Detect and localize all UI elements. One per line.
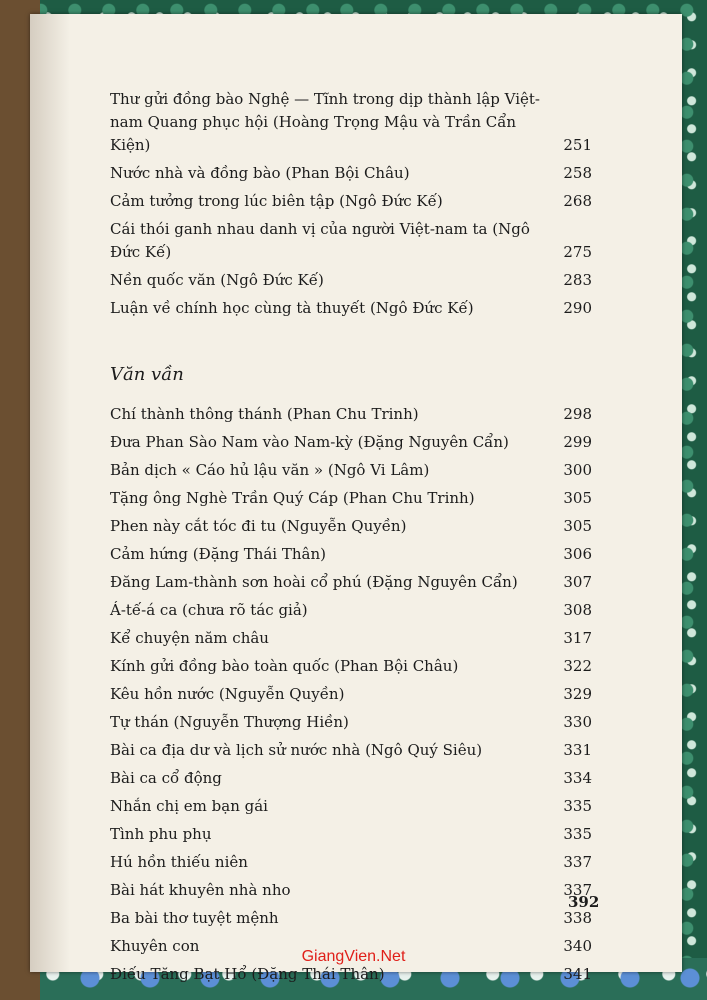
toc-entry-title: Bài ca cổ động: [110, 769, 222, 787]
toc-entry-title: Chí thành thông thánh (Phan Chu Trinh): [110, 405, 419, 423]
toc-entry: [110, 269, 592, 292]
toc-section-verse: [110, 403, 592, 986]
watermark: GiangVien.Net: [301, 948, 406, 965]
toc-entry: [110, 963, 592, 986]
toc-entry-page: 337: [563, 881, 592, 899]
toc-entry-title: Tự thán (Nguyễn Thượng Hiền): [110, 713, 349, 731]
toc-entry: [110, 403, 592, 426]
toc-entry-title: Cảm tưởng trong lúc biên tập (Ngô Đức Kế): [110, 192, 443, 210]
toc-entry-page: 305: [563, 489, 592, 507]
toc-entry-page: 330: [563, 713, 592, 731]
toc-entry: [110, 459, 592, 482]
toc-entry-page: 337: [563, 853, 592, 871]
toc-entry: [110, 431, 592, 454]
toc-entry: [110, 218, 592, 264]
toc-entry: [110, 711, 592, 734]
toc-entry: [110, 88, 592, 157]
toc-entry-page: 290: [563, 299, 592, 317]
toc-entry-page: 322: [563, 657, 592, 675]
toc-section-prose: [110, 88, 592, 320]
toc-entry: [110, 571, 592, 594]
toc-entry-title: Ba bài thơ tuyệt mệnh: [110, 909, 279, 927]
toc-entry-page: 329: [563, 685, 592, 703]
toc-entry-title: Bài ca địa dư và lịch sử nước nhà (Ngô Quý Siêu): [110, 741, 483, 759]
toc-entry-title: Phen này cắt tóc đi tu (Nguyễn Quyền): [110, 517, 407, 535]
toc-entry: [110, 767, 592, 790]
toc-entry: [110, 907, 592, 930]
toc-entry: [110, 190, 592, 213]
toc-entry-page: 251: [563, 136, 592, 154]
toc-entry-title: Bản dịch « Cáo hủ lậu văn » (Ngô Vi Lâm): [110, 461, 430, 479]
toc-entry-title: Nước nhà và đồng bào (Phan Bội Châu): [110, 164, 410, 182]
toc-entry: [110, 162, 592, 185]
toc-entry-page: 331: [563, 741, 592, 759]
toc-entry-title: Điếu Tăng Bạt Hổ (Đặng Thái Thân): [110, 965, 385, 983]
toc-entry-page: 338: [563, 909, 592, 927]
toc-entry-title: Đưa Phan Sào Nam vào Nam-kỳ (Đặng Nguyên Cẩn): [110, 433, 509, 451]
toc-entry-page: 341: [563, 965, 592, 983]
toc-entry-title: Á-tế-á ca (chưa rõ tác giả): [110, 601, 308, 619]
toc-entry: [110, 515, 592, 538]
toc-entry: [110, 655, 592, 678]
toc-entry-page: 268: [563, 192, 592, 210]
toc-entry-title: Kể chuyện năm châu: [110, 629, 269, 647]
toc-entry-title: Khuyên con: [110, 937, 200, 955]
toc-entry-title: Cái thói ganh nhau danh vị của người Việt-nam ta (Ngô Đức Kế): [110, 220, 530, 261]
toc-entry-title: Tình phu phụ: [110, 825, 212, 843]
toc-entry-title: Đăng Lam-thành sơn hoài cổ phú (Đặng Nguyên Cẩn): [110, 573, 518, 591]
page-gutter-shade: [30, 14, 70, 972]
toc-entry: [110, 599, 592, 622]
toc-entry: [110, 795, 592, 818]
toc-entry-title: Luận về chính học cùng tà thuyết (Ngô Đức Kế): [110, 299, 474, 317]
section-heading: Văn vần: [110, 364, 184, 385]
toc-entry: [110, 879, 592, 902]
toc-entry-title: Cảm hứng (Đặng Thái Thân): [110, 545, 326, 563]
toc-entry-page: 299: [563, 433, 592, 451]
toc-entry-page: 340: [563, 937, 592, 955]
table-of-contents: [110, 88, 592, 991]
toc-entry-title: Nền quốc văn (Ngô Đức Kế): [110, 271, 324, 289]
toc-entry-page: 258: [563, 164, 592, 182]
toc-entry-page: 298: [563, 405, 592, 423]
toc-entry-title: Thư gửi đồng bào Nghệ — Tĩnh trong dịp thành lập Việt-nam Quang phục hội (Hoàng Trọng Mậu và Trần Cẩn Kiện): [110, 90, 540, 154]
toc-entry-page: 283: [563, 271, 592, 289]
toc-entry-title: Hú hồn thiếu niên: [110, 853, 248, 871]
toc-entry: [110, 487, 592, 510]
toc-entry: [110, 683, 592, 706]
toc-entry-page: 306: [563, 545, 592, 563]
toc-entry-title: Nhắn chị em bạn gái: [110, 797, 268, 815]
toc-entry: [110, 739, 592, 762]
toc-entry-title: Kêu hồn nước (Nguyễn Quyền): [110, 685, 345, 703]
toc-entry-page: 317: [563, 629, 592, 647]
toc-entry-title: Bài hát khuyên nhà nho: [110, 881, 291, 899]
toc-entry-page: 335: [563, 797, 592, 815]
toc-entry-title: Tặng ông Nghè Trần Quý Cáp (Phan Chu Trinh): [110, 489, 475, 507]
toc-entry: [110, 543, 592, 566]
page-number: 392: [568, 893, 600, 911]
toc-entry-page: 307: [563, 573, 592, 591]
toc-entry-page: 334: [563, 769, 592, 787]
toc-entry-page: 308: [563, 601, 592, 619]
toc-entry: [110, 297, 592, 320]
toc-entry: [110, 851, 592, 874]
toc-entry: [110, 627, 592, 650]
toc-entry-page: 300: [563, 461, 592, 479]
toc-entry-page: 305: [563, 517, 592, 535]
toc-entry: [110, 823, 592, 846]
toc-entry-page: 335: [563, 825, 592, 843]
toc-entry-title: Kính gửi đồng bào toàn quốc (Phan Bội Châu): [110, 657, 459, 675]
toc-entry-page: 275: [563, 243, 592, 261]
